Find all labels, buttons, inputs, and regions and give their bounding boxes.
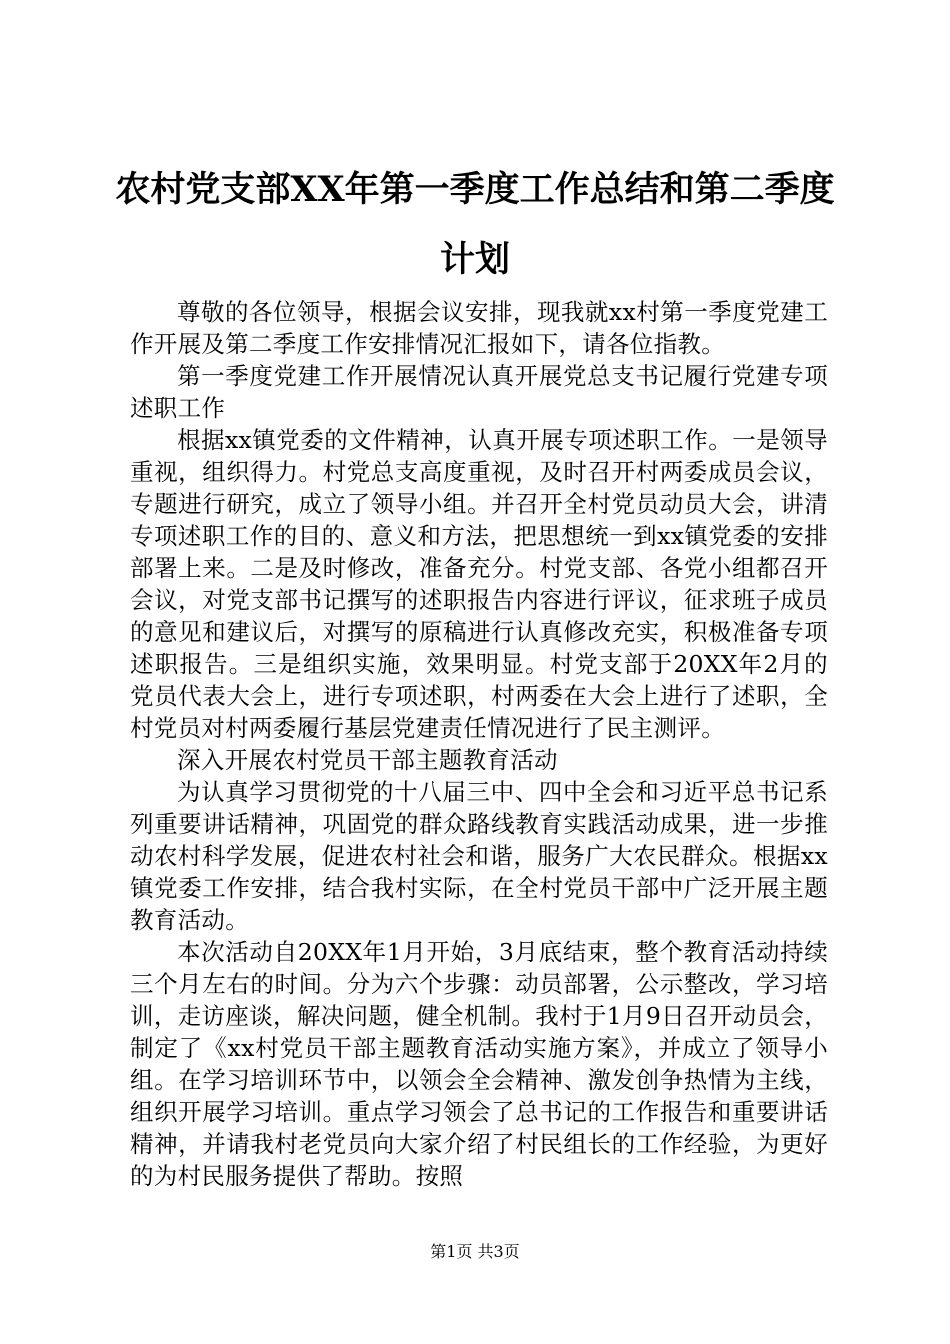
section-heading-first-quarter: 第一季度党建工作开展情况认真开展党总支书记履行党建专项述职工作: [130, 362, 828, 422]
paragraph-greeting: 尊敬的各位领导，根据会议安排，现我就xx村第一季度党建工作开展及第二季度工作安排情况汇报如下，请各位指教。: [130, 298, 828, 358]
paragraph-special-report: 根据xx镇党委的文件精神，认真开展专项述职工作。一是领导重视，组织得力。村党总支高度重视，及时召开村两委成员会议，专题进行研究，成立了领导小组。并召开全村党员动员大会，讲清专项述职工作的目的、意义和方法，把思想统一到xx镇党委的安排部署上来。二是及时修改，准备充分。村党支部、各党小组都召开会议，对党支部书记撰写的述职报告内容进行评议，征求班子成员的意见和建议后，对撰写的原稿进行认真修改充实，积极准备专项述职报告。三是组织实施，效果明显。村党支部于20XX年2月的党员代表大会上，进行专项述职，村两委在大会上进行了述职，全村党员对村两委履行基层党建责任情况进行了民主测评。: [130, 426, 828, 742]
page-number-footer: 第1页 共3页: [430, 1242, 520, 1261]
paragraph-education-purpose: 为认真学习贯彻党的十八届三中、四中全会和习近平总书记系列重要讲话精神，巩固党的群众路线教育实践活动成果，进一步推动农村科学发展，促进农村社会和谐，服务广大农民群众。根据xx镇党委工作安排，结合我村实际，在全村党员干部中广泛开展主题教育活动。: [130, 778, 828, 934]
section-heading-education: 深入开展农村党员干部主题教育活动: [177, 746, 558, 774]
document-title: 农村党支部XX年第一季度工作总结和第二季度计划: [115, 169, 835, 280]
document-body: [130, 296, 828, 1192]
paragraph-activity-steps: 本次活动自20XX年1月开始，3月底结束，整个教育活动持续三个月左右的时间。分为六个步骤：动员部署，公示整改，学习培训，走访座谈，解决问题，健全机制。我村于1月9日召开动员会，制定了《xx村党员干部主题教育活动实施方案》，并成立了领导小组。在学习培训环节中，以领会全会精神、激发创争热情为主线，组织开展学习培训。重点学习领会了总书记的工作报告和重要讲话精神，并请我村老党员向大家介绍了村民组长的工作经验，为更好的为村民服务提供了帮助。按照: [130, 938, 828, 1190]
